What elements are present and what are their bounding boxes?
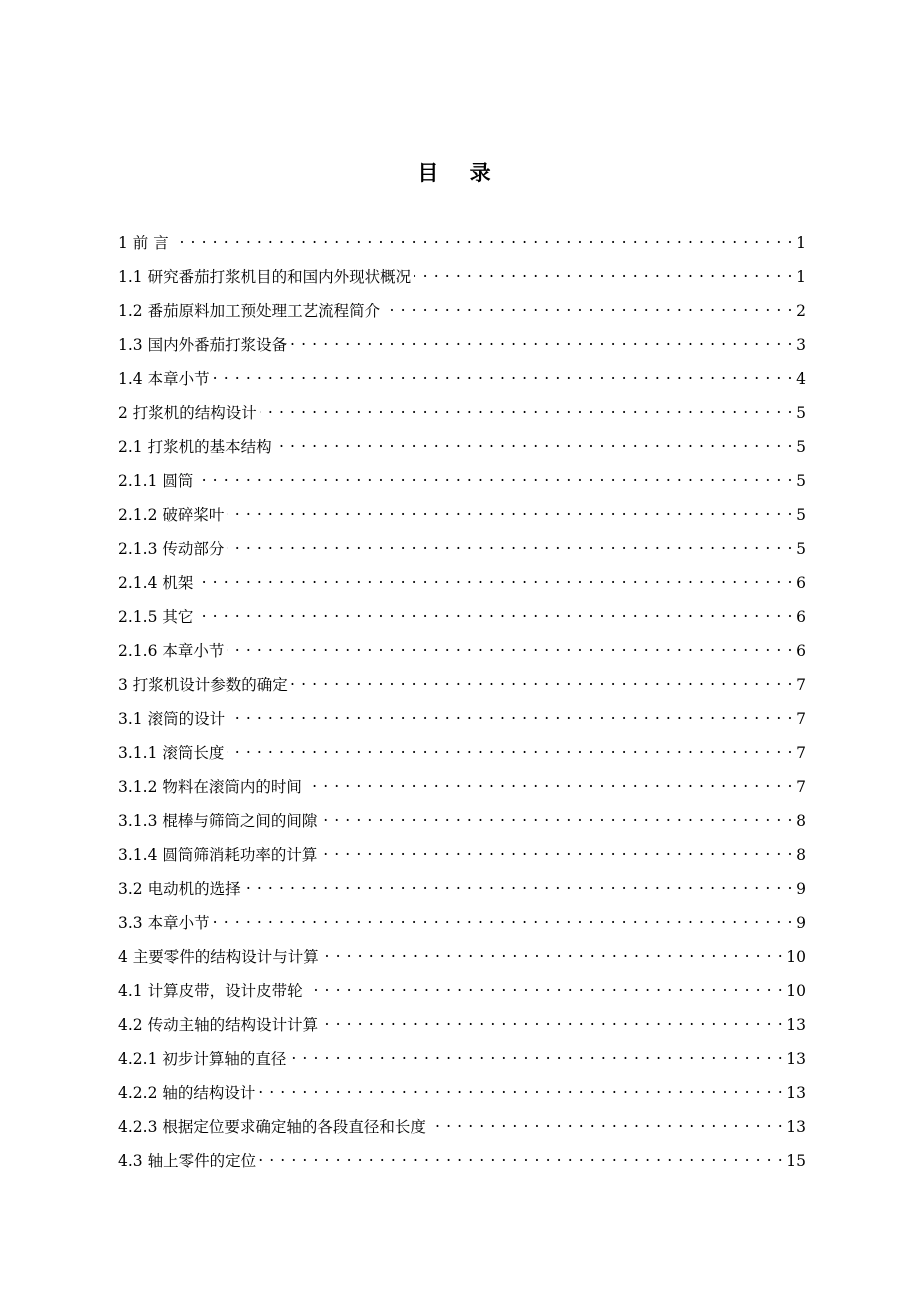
toc-entry-page-number: 10 xyxy=(786,948,806,966)
toc-entry-label: 4.2.2 轴的结构设计 xyxy=(118,1084,256,1102)
toc-entry-page-number: 9 xyxy=(796,914,806,932)
toc-entry-page-number: 2 xyxy=(796,302,806,320)
toc-entry-label: 3 打浆机设计参数的确定 xyxy=(118,676,288,694)
toc-entry-label: 4.2.1 初步计算轴的直径 xyxy=(118,1050,287,1068)
toc-dot-leader xyxy=(260,398,793,418)
toc-dot-leader xyxy=(291,670,793,690)
toc-entry-label: 2.1.1 圆筒 xyxy=(118,472,194,490)
toc-entry[interactable] xyxy=(118,636,806,670)
toc-dot-leader xyxy=(322,942,783,962)
toc-entry-page-number: 13 xyxy=(786,1016,806,1034)
toc-entry-label: 2.1.6 本章小节 xyxy=(118,642,225,660)
toc-entry[interactable] xyxy=(118,466,806,500)
toc-entry-page-number: 5 xyxy=(796,404,806,422)
toc-entry-label: 3.2 电动机的选择 xyxy=(118,880,241,898)
toc-entry-page-number: 13 xyxy=(786,1084,806,1102)
toc-entry-page-number: 7 xyxy=(796,744,806,762)
toc-dot-leader xyxy=(228,704,793,724)
toc-entry-label: 3.1.2 物料在滚筒内的时间 xyxy=(118,778,302,796)
toc-entry-page-number: 8 xyxy=(796,812,806,830)
toc-entry[interactable] xyxy=(118,738,806,772)
toc-entry[interactable] xyxy=(118,1044,806,1078)
toc-entry[interactable] xyxy=(118,874,806,908)
toc-dot-leader xyxy=(227,738,793,758)
toc-entry-page-number: 6 xyxy=(796,608,806,626)
toc-entry-label: 2.1.3 传动部分 xyxy=(118,540,225,558)
toc-entry[interactable] xyxy=(118,772,806,806)
toc-entry[interactable] xyxy=(118,1146,806,1180)
toc-entry-page-number: 9 xyxy=(796,880,806,898)
toc-dot-leader xyxy=(196,602,793,622)
toc-entry[interactable] xyxy=(118,942,806,976)
toc-entry-label: 1.1 研究番茄打浆机目的和国内外现状概况 xyxy=(118,268,412,286)
toc-entry-page-number: 6 xyxy=(796,574,806,592)
toc-entry-label: 4.2.3 根据定位要求确定轴的各段直径和长度 xyxy=(118,1118,426,1136)
toc-entry[interactable] xyxy=(118,840,806,874)
toc-dot-leader xyxy=(306,976,784,996)
toc-entry-label: 1 前 言 xyxy=(118,234,169,252)
toc-dot-leader xyxy=(213,364,793,384)
toc-dot-leader xyxy=(289,1044,783,1064)
toc-dot-leader xyxy=(305,772,793,792)
toc-entry[interactable] xyxy=(118,602,806,636)
toc-entry[interactable] xyxy=(118,704,806,738)
toc-dot-leader xyxy=(320,840,793,860)
toc-entry[interactable] xyxy=(118,228,806,262)
toc-entry-page-number: 5 xyxy=(796,506,806,524)
toc-title: 目 录 xyxy=(417,160,503,185)
toc-entry[interactable] xyxy=(118,534,806,568)
toc-entry[interactable] xyxy=(118,432,806,466)
toc-dot-leader xyxy=(213,908,793,928)
toc-dot-leader xyxy=(244,874,793,894)
toc-entry-label: 4 主要零件的结构设计与计算 xyxy=(118,948,319,966)
toc-entry-label: 3.3 本章小节 xyxy=(118,914,210,932)
toc-entry-page-number: 7 xyxy=(796,676,806,694)
toc-entry-label: 2.1 打浆机的基本结构 xyxy=(118,438,272,456)
toc-entry-page-number: 1 xyxy=(796,234,806,252)
toc-dot-leader xyxy=(259,1146,783,1166)
toc-entry-label: 1.2 番茄原料加工预处理工艺流程简介 xyxy=(118,302,381,320)
toc-entry-label: 4.2 传动主轴的结构设计计算 xyxy=(118,1016,319,1034)
toc-entry-page-number: 13 xyxy=(786,1118,806,1136)
toc-entry-page-number: 1 xyxy=(796,268,806,286)
toc-entry[interactable] xyxy=(118,908,806,942)
toc-entry-label: 3.1.4 圆筒筛消耗功率的计算 xyxy=(118,846,318,864)
toc-dot-leader xyxy=(227,500,793,520)
toc-entry[interactable] xyxy=(118,976,806,1010)
toc-dot-leader xyxy=(227,636,793,656)
toc-entry[interactable] xyxy=(118,806,806,840)
toc-entry[interactable] xyxy=(118,296,806,330)
toc-dot-leader xyxy=(258,1078,783,1098)
toc-dot-leader xyxy=(196,568,793,588)
toc-entry-page-number: 3 xyxy=(796,336,806,354)
toc-entry[interactable] xyxy=(118,398,806,432)
toc-entry[interactable] xyxy=(118,262,806,296)
toc-dot-leader xyxy=(320,806,793,826)
toc-entry-label: 3.1 滚筒的设计 xyxy=(118,710,226,728)
toc-entry-page-number: 15 xyxy=(786,1152,806,1170)
toc-dot-leader xyxy=(383,296,793,316)
toc-entry-page-number: 13 xyxy=(786,1050,806,1068)
toc-entry-page-number: 8 xyxy=(796,846,806,864)
toc-dot-leader xyxy=(414,262,793,282)
toc-dot-leader xyxy=(290,330,793,350)
toc-entry-page-number: 10 xyxy=(786,982,806,1000)
toc-dot-leader xyxy=(172,228,793,248)
toc-entry-label: 4.3 轴上零件的定位 xyxy=(118,1152,257,1170)
toc-entry-page-number: 5 xyxy=(796,540,806,558)
toc-entry-label: 2.1.5 其它 xyxy=(118,608,194,626)
toc-entry-page-number: 4 xyxy=(796,370,806,388)
toc-entry-label: 3.1.3 棍棒与筛筒之间的间隙 xyxy=(118,812,318,830)
toc-entry-label: 4.1 计算皮带，设计皮带轮 xyxy=(118,982,303,1000)
toc-entry[interactable] xyxy=(118,330,806,364)
toc-entry-page-number: 6 xyxy=(796,642,806,660)
toc-entry-label: 2.1.2 破碎桨叶 xyxy=(118,506,225,524)
toc-entry-label: 1.3 国内外番茄打浆设备 xyxy=(118,336,288,354)
toc-list xyxy=(118,228,806,1180)
toc-entry-label: 1.4 本章小节 xyxy=(118,370,210,388)
toc-dot-leader xyxy=(196,466,793,486)
toc-entry-label: 3.1.1 滚筒长度 xyxy=(118,744,225,762)
toc-entry[interactable] xyxy=(118,1010,806,1044)
toc-entry[interactable] xyxy=(118,1078,806,1112)
toc-entry[interactable] xyxy=(118,1112,806,1146)
toc-dot-leader xyxy=(275,432,793,452)
toc-entry-page-number: 5 xyxy=(796,438,806,456)
toc-entry-label: 2 打浆机的结构设计 xyxy=(118,404,257,422)
toc-entry[interactable] xyxy=(118,670,806,704)
toc-entry[interactable] xyxy=(118,364,806,398)
toc-dot-leader xyxy=(429,1112,783,1132)
toc-entry[interactable] xyxy=(118,568,806,602)
toc-entry[interactable] xyxy=(118,500,806,534)
toc-dot-leader xyxy=(227,534,793,554)
toc-dot-leader xyxy=(321,1010,783,1030)
toc-entry-label: 2.1.4 机架 xyxy=(118,574,194,592)
toc-entry-page-number: 7 xyxy=(796,778,806,796)
toc-entry-page-number: 7 xyxy=(796,710,806,728)
toc-entry-page-number: 5 xyxy=(796,472,806,490)
